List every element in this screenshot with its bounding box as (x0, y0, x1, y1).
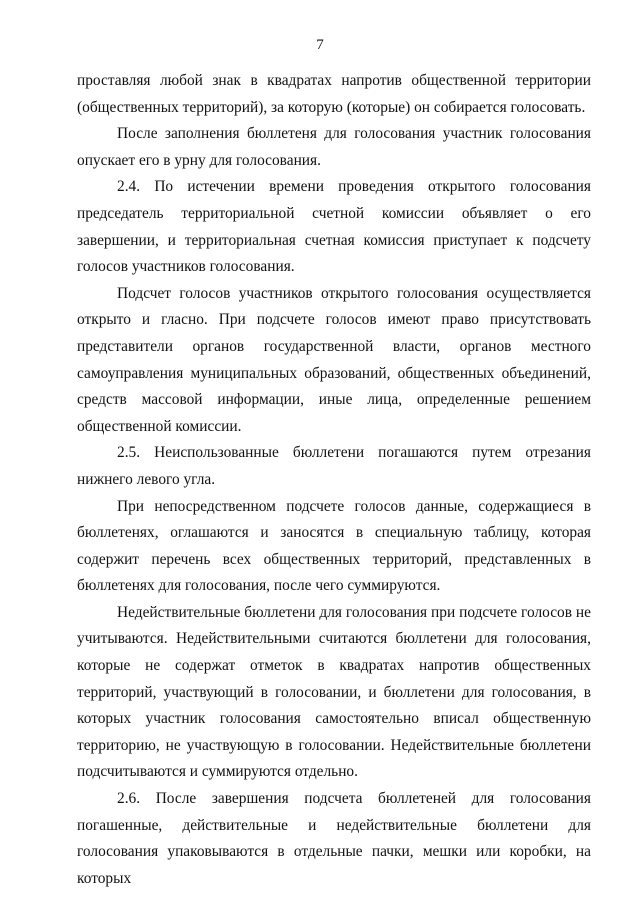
paragraph-invalid-ballots: Недействительные бюллетени для голосования при подсчете голосов не учитываются. Недействительными считаются бюллетени для голосования, которые не содержат отметок в квадратах напротив общественных территорий, участвующий в голосовании, и бюллетени для голосования, в которых участник голосования самостоятельно вписал общественную территорию, не участвующую в голосовании. Недействительные бюллетени подсчитываются и суммируются отдельно. (77, 603, 591, 781)
paragraph-section-2-4: 2.4. По истечении времени проведения открытого голосования председатель территориальной счетной комиссии объявляет о его завершении, и территориальная счетная комиссия приступает к подсчету голосов участников голосования. (77, 178, 591, 276)
document-body (77, 68, 591, 892)
paragraph-section-2-5: 2.5. Неиспользованные бюллетени погашаются путем отрезания нижнего левого угла. (77, 444, 591, 488)
paragraph-continuation: проставляя любой знак в квадратах напротив общественной территории (общественных территорий), за которую (которые) он собирается голосовать. (77, 72, 591, 116)
paragraph-vote-count-observers: Подсчет голосов участников открытого голосования осуществляется открыто и гласно. При подсчете голосов имеют право присутствовать представители органов государственной власти, органов местного самоуправления муниципальных образований, общественных объединений, средств массовой информации, иные лица, определенные решением общественной комиссии. (77, 284, 591, 435)
paragraph-ballot-deposit: После заполнения бюллетеня для голосования участник голосования опускает его в урну для голосования. (77, 125, 591, 169)
page-number: 7 (316, 37, 324, 53)
paragraph-direct-count: При непосредственном подсчете голосов данные, содержащиеся в бюллетенях, оглашаются и заносятся в специальную таблицу, которая содержит перечень всех общественных территорий, представленных в бюллетенях для голосования, после чего суммируются. (77, 497, 591, 595)
paragraph-section-2-6: 2.6. После завершения подсчета бюллетеней для голосования погашенные, действительные и недействительные бюллетени для голосования упаковываются в отдельные пачки, мешки или коробки, на которых (77, 790, 591, 887)
